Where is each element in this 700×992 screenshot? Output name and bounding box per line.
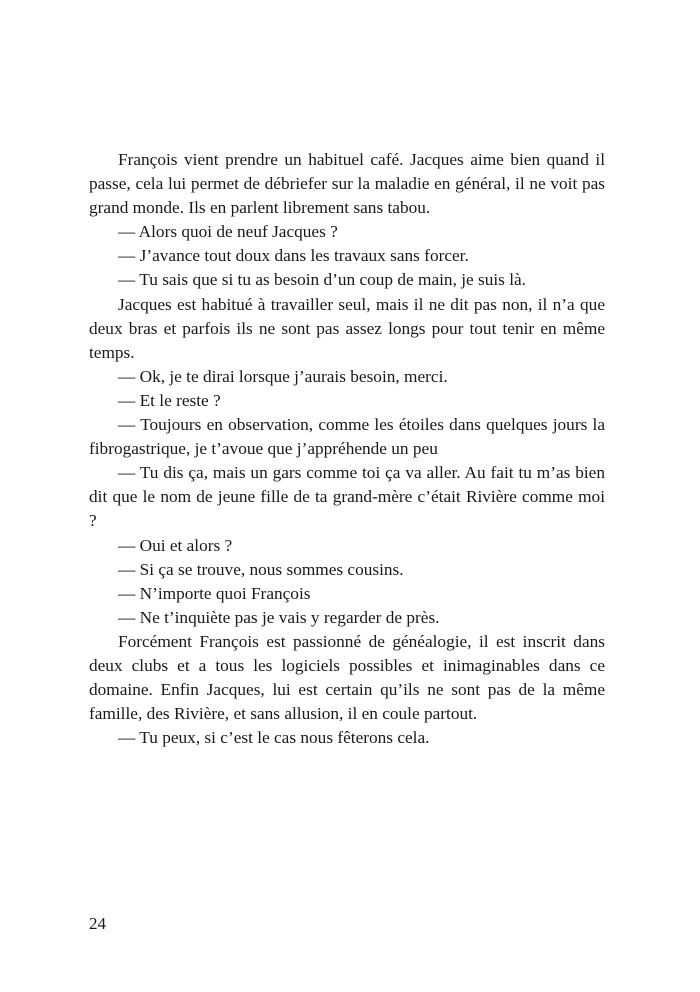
dialogue-line: — Tu peux, si c’est le cas nous fêterons cela. — [118, 728, 430, 748]
body-text — [89, 148, 605, 750]
paragraph: Jacques est habitué à travailler seul, mais il ne dit pas non, il n’a que deux bras et parfois ils ne sont pas assez longs pour tout tenir en même temps. — [89, 294, 605, 362]
dialogue-line: — Si ça se trouve, nous sommes cousins. — [118, 559, 404, 579]
dialogue-line: — Et le reste ? — [118, 390, 221, 410]
dialogue-line: — Oui et alors ? — [118, 535, 233, 555]
dialogue-line: — J’avance tout doux dans les travaux sans forcer. — [118, 246, 469, 266]
dialogue-line: — Ne t’inquiète pas je vais y regarder de près. — [118, 607, 440, 627]
dialogue-line: — N’importe quoi François — [118, 583, 311, 603]
dialogue-line: — Tu dis ça, mais un gars comme toi ça va aller. Au fait tu m’as bien dit que le nom de jeune fille de ta grand-mère c’était Rivière comme moi ? — [89, 463, 605, 531]
paragraph: François vient prendre un habituel café. Jacques aime bien quand il passe, cela lui permet de débriefer sur la maladie en général, il ne voit pas grand monde. Ils en parlent librement sans tabou. — [89, 150, 605, 218]
dialogue-line: — Alors quoi de neuf Jacques ? — [118, 222, 338, 242]
dialogue-line: — Ok, je te dirai lorsque j’aurais besoin, merci. — [118, 366, 448, 386]
dialogue-line: — Toujours en observation, comme les étoiles dans quelques jours la fibrogastrique, je t’avoue que j’appréhende un peu — [89, 415, 605, 459]
dialogue-line: — Tu sais que si tu as besoin d’un coup de main, je suis là. — [118, 270, 527, 290]
page-number: 24 — [89, 914, 106, 933]
paragraph: Forcément François est passionné de généalogie, il est inscrit dans deux clubs et a tous les logiciels possibles et inimaginables dans ce domaine. Enfin Jacques, lui est certain qu’ils ne sont pas de la même famille, des Rivière, et sans allusion, il en coule partout. — [89, 631, 605, 724]
